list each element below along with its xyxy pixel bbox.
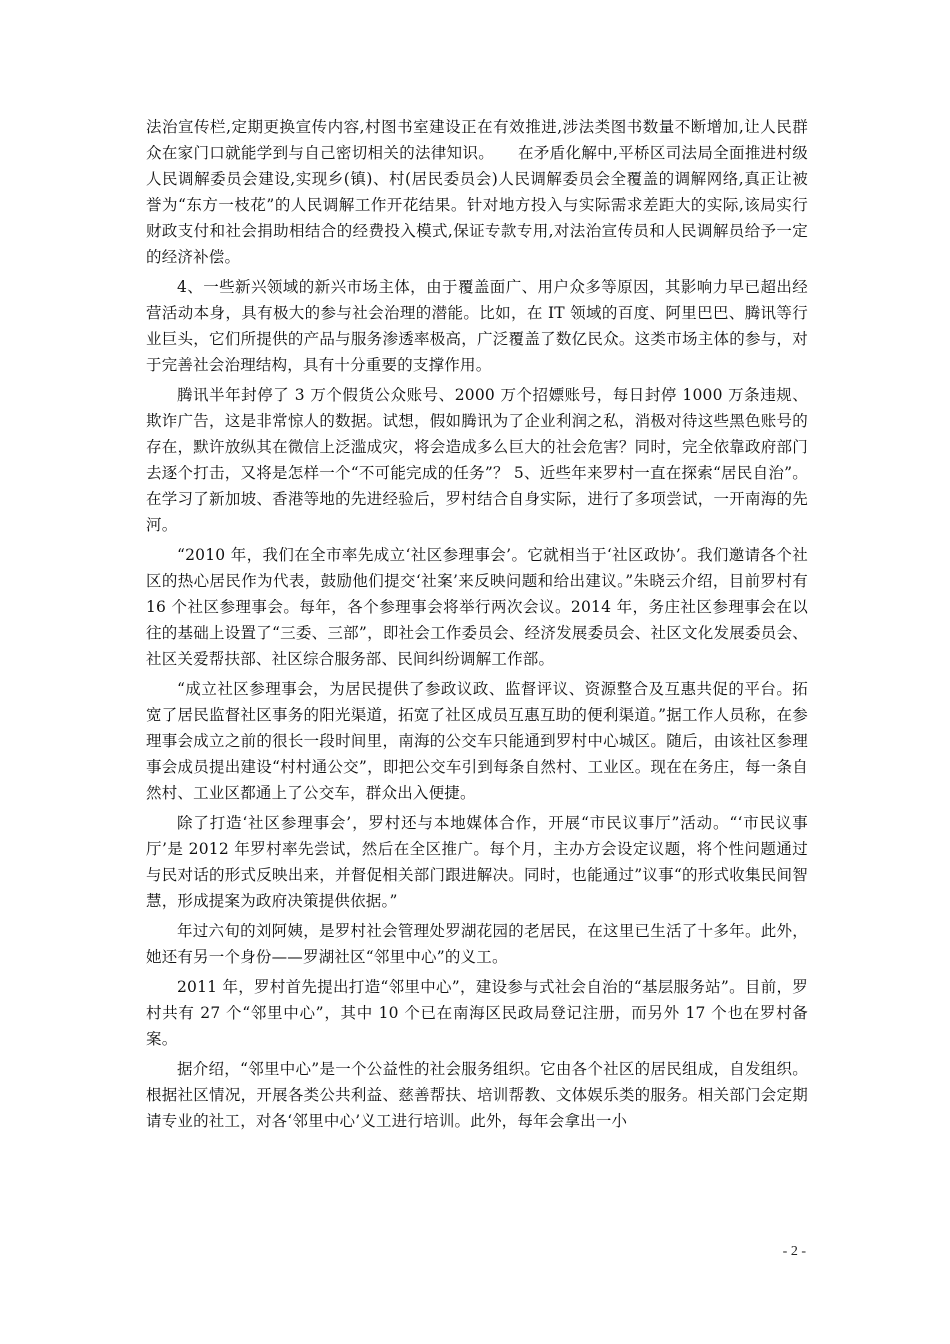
paragraph-aunt-liu: 年过六旬的刘阿姨，是罗村社会管理处罗湖花园的老居民，在这里已生活了十多年。此外，她还有另一个身份——罗湖社区“邻里中心”的义工。 [146, 922, 808, 966]
paragraph-neighborhood-center: 2011 年，罗村首先提出打造“邻里中心”，建设参与式社会自治的“基层服务站”。目前，罗村共有 27 个“邻里中心”，其中 10 个已在南海区民政局登记注册，而另外 17 个也在罗村备案。 [146, 978, 808, 1048]
paragraph-center-intro: 据介绍，“邻里中心”是一个公益性的社会服务组织。它由各个社区的居民组成，自发组织。根据社区情况，开展各类公共利益、慈善帮扶、培训帮教、文体娱乐类的服务。相关部门会定期请专业的社工，对各‘邻里中心’义工进行培训。此外，每年会拿出一小 [146, 1060, 808, 1130]
paragraph-citizen-hall: 除了打造‘社区参理事会’，罗村还与本地媒体合作，开展“市民议事厅”活动。“‘市民议事厅’是 2012 年罗村率先尝试，然后在全区推广。每个月，主办方会设定议题，将个性问题通过与民对话的形式反映出来，并督促相关部门跟进解决。同时，也能通过”议事“的形式收集民间智慧，形成提案为政府决策提供依据。” [146, 814, 808, 910]
paragraph-community-council: “2010 年，我们在全市率先成立‘社区参理事会’。它就相当于‘社区政协’。我们邀请各个社区的热心居民作为代表，鼓励他们提交‘社案’来反映问题和给出建议。”朱晓云介绍，目前罗村有 16 个社区参理事会。每年，各个参理事会将举行两次会议。2014 年，务庄社区参理事会在以往的基础上设置了“三委、三部”，即社会工作委员会、经济发展委员会、社区文化发展委员会、社区关爱帮扶部、社区综合服务部、民间纠纷调解工作部。 [146, 546, 808, 668]
document-body [146, 114, 808, 1138]
paragraph-council-benefits: “成立社区参理事会，为居民提供了参政议政、监督评议、资源整合及互惠共促的平台。拓宽了居民监督社区事务的阳光渠道，拓宽了社区成员互惠互助的便利渠道。”据工作人员称，在参理事会成立之前的很长一段时间里，南海的公交车只能通到罗村中心城区。随后，由该社区参理事会成员提出建设“村村通公交”，即把公交车引到每条自然村、工业区。现在在务庄，每一条自然村、工业区都通上了公交车，群众出入便捷。 [146, 680, 808, 802]
paragraph-market-entities: 4、一些新兴领域的新兴市场主体，由于覆盖面广、用户众多等原因，其影响力早已超出经营活动本身，具有极大的参与社会治理的潜能。比如，在 IT 领域的百度、阿里巴巴、腾讯等行业巨头，它们所提供的产品与服务渗透率极高，广泛覆盖了数亿民众。这类市场主体的参与，对于完善社会治理结构，具有十分重要的支撑作用。 [146, 278, 808, 374]
paragraph-legal-publicity: 法治宣传栏,定期更换宣传内容,村图书室建设正在有效推进,涉法类图书数量不断增加,让人民群众在家门口就能学到与自己密切相关的法律知识。 在矛盾化解中,平桥区司法局全面推进村级人民调解委员会建设,实现乡(镇)、村(居民委员会)人民调解委员会全覆盖的调解网络,真正让被誉为“东方一枝花”的人民调解工作开花结果。针对地方投入与实际需求差距大的实际,该局实行财政支付和社会捐助相结合的经费投入模式,保证专款专用,对法治宣传员和人民调解员给予一定的经济补偿。 [146, 118, 808, 266]
paragraph-tencent-accounts: 腾讯半年封停了 3 万个假货公众账号、2000 万个招嫖账号，每日封停 1000 万条违规、欺诈广告，这是非常惊人的数据。试想，假如腾讯为了企业利润之私，消极对待这些黑色账号的存在，默许放纵其在微信上泛滥成灾，将会造成多么巨大的社会危害？同时，完全依靠政府部门去逐个打击，又将是怎样一个“不可能完成的任务”？ 5、近些年来罗村一直在探索“居民自治”。在学习了新加坡、香港等地的先进经验后，罗村结合自身实际，进行了多项尝试，一开南海的先河。 [146, 386, 808, 534]
page-number: - 2 - [782, 1244, 806, 1259]
